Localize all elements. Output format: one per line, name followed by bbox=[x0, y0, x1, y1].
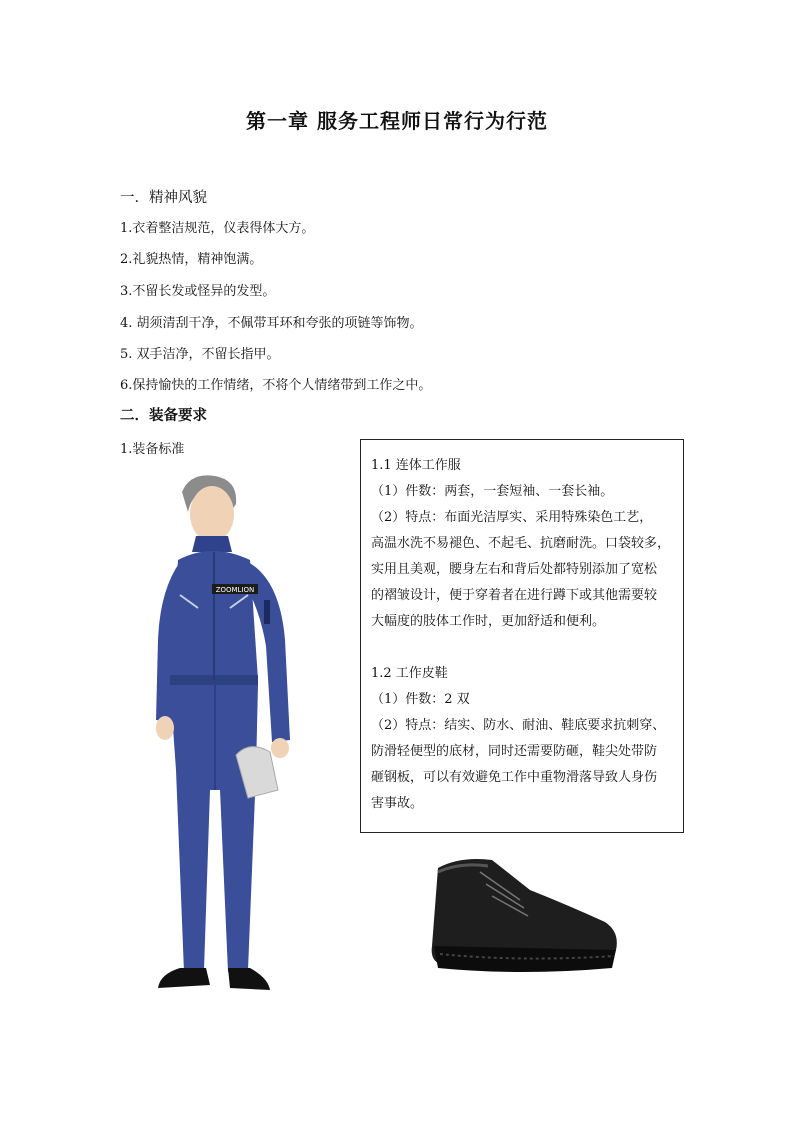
shoes-line: 防滑轻便型的底材，同时还需要防砸，鞋尖处带防 bbox=[371, 744, 658, 759]
list-item: 3.不留长发或怪异的发型。 bbox=[120, 284, 276, 299]
shoes-title: 1.2 工作皮鞋 bbox=[371, 666, 448, 681]
coverall-line: 实用且美观，腰身左右和背后处都特别添加了宽松 bbox=[371, 562, 658, 577]
sub-heading-equipment-standard: 1.装备标准 bbox=[120, 442, 185, 457]
coverall-line: 高温水洗不易褪色、不起毛、抗磨耐洗。口袋较多， bbox=[371, 536, 671, 551]
coverall-line: 大幅度的肢体工作时，更加舒适和便利。 bbox=[371, 614, 606, 629]
list-item: 6.保持愉快的工作情绪，不将个人情绪带到工作之中。 bbox=[120, 378, 432, 393]
section-heading-spirit: 一．精神风貌 bbox=[120, 190, 207, 206]
list-item: 1.衣着整洁规范，仪表得体大方。 bbox=[120, 221, 315, 236]
shoes-line: 害事故。 bbox=[371, 796, 424, 811]
coverall-line: 的褶皱设计，便于穿着者在进行蹲下或其他需要较 bbox=[371, 588, 658, 603]
worker-coverall-illustration bbox=[140, 470, 315, 1005]
equipment-description-box bbox=[360, 439, 684, 833]
coverall-line: （1）件数：两套，一套短袖、一套长袖。 bbox=[371, 484, 614, 499]
coverall-title: 1.1 连体工作服 bbox=[371, 458, 461, 473]
safety-shoe-illustration bbox=[420, 850, 625, 980]
shoes-line: （1）件数：2 双 bbox=[371, 692, 470, 707]
list-item: 5. 双手洁净，不留长指甲。 bbox=[120, 347, 280, 362]
uniform-badge-text: ZOOMLION bbox=[215, 586, 255, 594]
shoes-line: 砸钢板，可以有效避免工作中重物滑落导致人身伤 bbox=[371, 770, 658, 785]
section-heading-equipment: 二．装备要求 bbox=[120, 408, 207, 424]
page-title: 第一章 服务工程师日常行为行范 bbox=[246, 109, 548, 133]
list-item: 4. 胡须清刮干净，不佩带耳环和夸张的项链等饰物。 bbox=[120, 316, 423, 331]
list-item: 2.礼貌热情，精神饱满。 bbox=[120, 252, 263, 267]
shoes-line: （2）特点：结实、防水、耐油、鞋底要求抗刺穿、 bbox=[371, 718, 666, 733]
coverall-line: （2）特点：布面光洁厚实、采用特殊染色工艺， bbox=[371, 510, 653, 525]
